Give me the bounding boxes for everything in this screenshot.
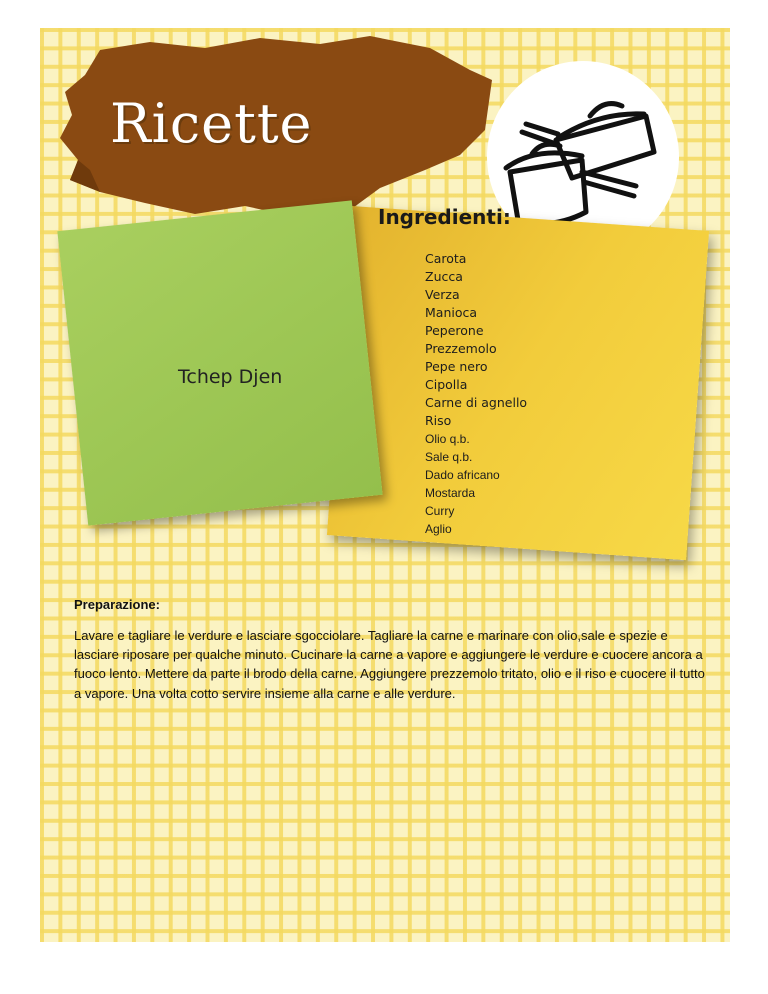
ingredient-item: Sale q.b.	[425, 450, 473, 464]
ingredient-item: Carne di agnello	[425, 395, 528, 410]
ingredients-list	[425, 250, 527, 538]
ingredient-item: Curry	[425, 504, 455, 518]
page-title: Ricette	[110, 92, 313, 155]
recipe-name-note	[57, 200, 382, 525]
ingredient-item: Cipolla	[425, 377, 468, 392]
ingredients-heading: Ingredienti:	[378, 205, 511, 229]
ingredient-item: Riso	[425, 413, 452, 428]
preparation-text: Lavare e tagliare le verdure e lasciare sgocciolare. Tagliare la carne e marinare con olio,sale e spezie e lasciare riposare per qualche minuto. Cucinare la carne a vapore e aggiungere le verdure e cuocere ancora a fuoco lento. Mettere da parte il brodo della carne. Aggiungere prezzemolo tritato, olio e il riso e cuocere il tutto a vapore. Una volta cotto servire insieme alla carne e alle verdure.	[74, 628, 705, 701]
ingredient-item: Prezzemolo	[425, 341, 497, 356]
recipe-name: Tchep Djen	[178, 366, 283, 388]
ingredient-item: Mostarda	[425, 486, 476, 500]
ingredient-item: Pepe nero	[425, 359, 488, 374]
ingredient-item: Carota	[425, 251, 467, 266]
ingredient-item: Zucca	[425, 269, 463, 284]
ingredient-item: Verza	[425, 287, 460, 302]
ingredient-item: Dado africano	[425, 468, 500, 482]
preparation-heading: Preparazione:	[74, 597, 160, 612]
ingredient-item: Aglio	[425, 522, 452, 536]
ingredient-item: Peperone	[425, 323, 484, 338]
ingredient-item: Olio q.b.	[425, 432, 470, 446]
ingredient-item: Manioca	[425, 305, 478, 320]
